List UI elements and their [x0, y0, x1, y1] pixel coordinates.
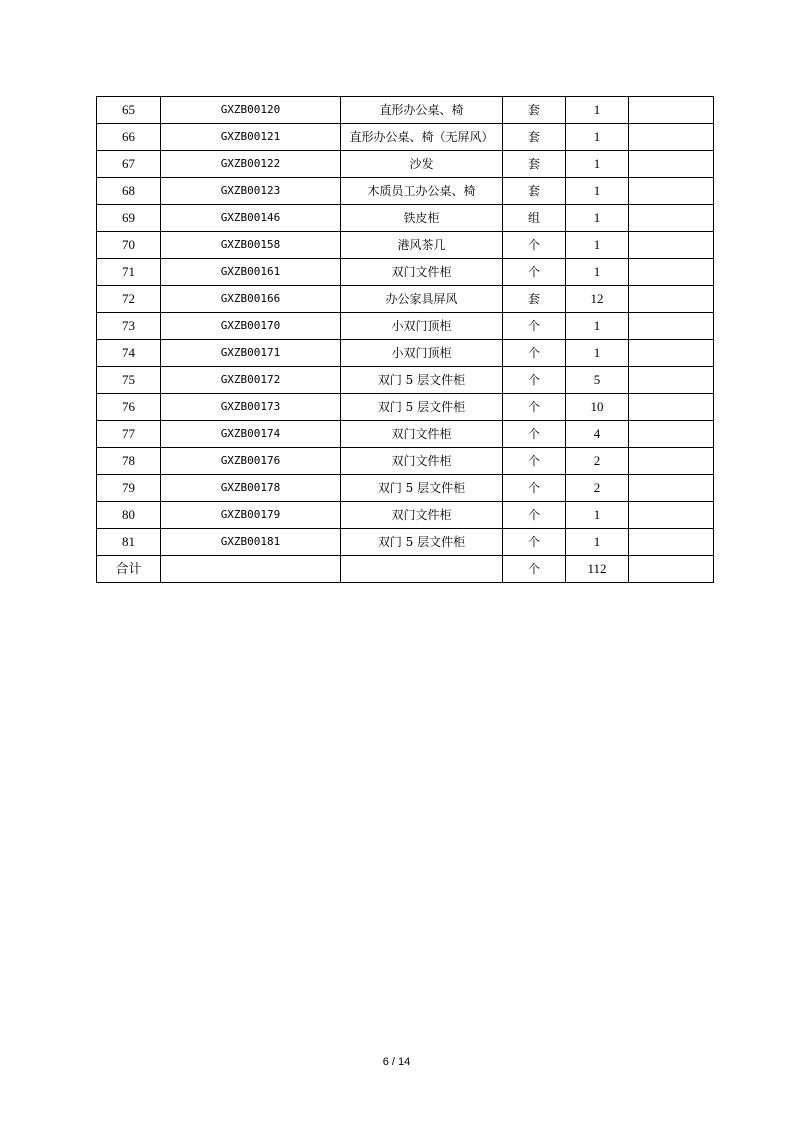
note-cell: [629, 286, 714, 313]
item-code-cell: GXZB00123: [161, 178, 341, 205]
table-row: [97, 205, 714, 232]
item-name-cell: 港风茶几: [341, 232, 503, 259]
quantity-cell: 1: [566, 259, 629, 286]
row-number-cell: 68: [97, 178, 161, 205]
table-body: [97, 97, 714, 556]
unit-cell: 个: [503, 394, 566, 421]
item-code-cell: GXZB00166: [161, 286, 341, 313]
unit-cell: 个: [503, 259, 566, 286]
table-row: [97, 286, 714, 313]
unit-cell: 个: [503, 448, 566, 475]
item-code-cell: GXZB00161: [161, 259, 341, 286]
row-number-cell: 71: [97, 259, 161, 286]
row-number-cell: 73: [97, 313, 161, 340]
unit-cell: 个: [503, 502, 566, 529]
note-cell: [629, 421, 714, 448]
total-qty-cell: 112: [566, 556, 629, 583]
row-number-cell: 69: [97, 205, 161, 232]
table-row: [97, 178, 714, 205]
item-code-cell: GXZB00178: [161, 475, 341, 502]
unit-cell: 套: [503, 97, 566, 124]
item-name-cell: 办公家具屏风: [341, 286, 503, 313]
quantity-cell: 10: [566, 394, 629, 421]
row-number-cell: 70: [97, 232, 161, 259]
row-number-cell: 76: [97, 394, 161, 421]
item-code-cell: GXZB00181: [161, 529, 341, 556]
unit-cell: 个: [503, 529, 566, 556]
unit-cell: 组: [503, 205, 566, 232]
unit-cell: 套: [503, 124, 566, 151]
table-row: [97, 340, 714, 367]
quantity-cell: 1: [566, 313, 629, 340]
table-row: [97, 367, 714, 394]
item-name-cell: 小双门顶柜: [341, 313, 503, 340]
note-cell: [629, 205, 714, 232]
unit-cell: 套: [503, 178, 566, 205]
table-row: [97, 124, 714, 151]
item-name-cell: 直形办公桌、椅: [341, 97, 503, 124]
unit-cell: 个: [503, 232, 566, 259]
item-code-cell: GXZB00170: [161, 313, 341, 340]
note-cell: [629, 448, 714, 475]
quantity-cell: 1: [566, 151, 629, 178]
quantity-cell: 1: [566, 502, 629, 529]
note-cell: [629, 151, 714, 178]
item-name-cell: 双门文件柜: [341, 421, 503, 448]
row-number-cell: 78: [97, 448, 161, 475]
table-row: [97, 151, 714, 178]
item-code-cell: GXZB00122: [161, 151, 341, 178]
row-number-cell: 67: [97, 151, 161, 178]
item-code-cell: GXZB00176: [161, 448, 341, 475]
table-row: [97, 448, 714, 475]
item-code-cell: GXZB00172: [161, 367, 341, 394]
total-note-cell: [629, 556, 714, 583]
row-number-cell: 75: [97, 367, 161, 394]
item-name-cell: 双门文件柜: [341, 448, 503, 475]
table-row: [97, 97, 714, 124]
table-row: [97, 313, 714, 340]
note-cell: [629, 97, 714, 124]
table-row: [97, 475, 714, 502]
quantity-cell: 2: [566, 448, 629, 475]
item-name-cell: 直形办公桌、椅（无屏风）: [341, 124, 503, 151]
quantity-cell: 2: [566, 475, 629, 502]
item-name-cell: 木质员工办公桌、椅: [341, 178, 503, 205]
quantity-cell: 12: [566, 286, 629, 313]
unit-cell: 套: [503, 286, 566, 313]
item-code-cell: GXZB00158: [161, 232, 341, 259]
item-name-cell: 双门文件柜: [341, 259, 503, 286]
row-number-cell: 81: [97, 529, 161, 556]
row-number-cell: 72: [97, 286, 161, 313]
total-code-cell: [161, 556, 341, 583]
note-cell: [629, 529, 714, 556]
unit-cell: 个: [503, 421, 566, 448]
note-cell: [629, 124, 714, 151]
item-name-cell: 双门 5 层文件柜: [341, 394, 503, 421]
quantity-cell: 4: [566, 421, 629, 448]
note-cell: [629, 313, 714, 340]
item-name-cell: 双门 5 层文件柜: [341, 529, 503, 556]
item-code-cell: GXZB00179: [161, 502, 341, 529]
table-row: [97, 259, 714, 286]
quantity-cell: 1: [566, 124, 629, 151]
quantity-cell: 1: [566, 97, 629, 124]
page-number: 6 / 14: [382, 1056, 411, 1068]
note-cell: [629, 367, 714, 394]
total-label: 合计: [97, 556, 161, 583]
note-cell: [629, 475, 714, 502]
item-code-cell: GXZB00174: [161, 421, 341, 448]
row-number-cell: 80: [97, 502, 161, 529]
row-number-cell: 74: [97, 340, 161, 367]
total-row: [97, 556, 714, 583]
item-name-cell: 沙发: [341, 151, 503, 178]
total-name-cell: [341, 556, 503, 583]
row-number-cell: 65: [97, 97, 161, 124]
quantity-cell: 1: [566, 232, 629, 259]
unit-cell: 个: [503, 475, 566, 502]
note-cell: [629, 394, 714, 421]
table-row: [97, 529, 714, 556]
item-name-cell: 双门文件柜: [341, 502, 503, 529]
item-name-cell: 小双门顶柜: [341, 340, 503, 367]
asset-table: [96, 96, 714, 583]
unit-cell: 个: [503, 367, 566, 394]
quantity-cell: 1: [566, 178, 629, 205]
table-row: [97, 421, 714, 448]
table-row: [97, 394, 714, 421]
item-name-cell: 铁皮柜: [341, 205, 503, 232]
item-name-cell: 双门 5 层文件柜: [341, 367, 503, 394]
quantity-cell: 1: [566, 529, 629, 556]
row-number-cell: 77: [97, 421, 161, 448]
quantity-cell: 1: [566, 340, 629, 367]
note-cell: [629, 502, 714, 529]
quantity-cell: 1: [566, 205, 629, 232]
note-cell: [629, 340, 714, 367]
note-cell: [629, 259, 714, 286]
unit-cell: 个: [503, 313, 566, 340]
row-number-cell: 66: [97, 124, 161, 151]
table-row: [97, 232, 714, 259]
item-code-cell: GXZB00121: [161, 124, 341, 151]
unit-cell: 个: [503, 340, 566, 367]
table-row: [97, 502, 714, 529]
unit-cell: 套: [503, 151, 566, 178]
item-code-cell: GXZB00120: [161, 97, 341, 124]
item-code-cell: GXZB00146: [161, 205, 341, 232]
item-code-cell: GXZB00171: [161, 340, 341, 367]
item-code-cell: GXZB00173: [161, 394, 341, 421]
quantity-cell: 5: [566, 367, 629, 394]
note-cell: [629, 232, 714, 259]
note-cell: [629, 178, 714, 205]
row-number-cell: 79: [97, 475, 161, 502]
total-unit-cell: 个: [503, 556, 566, 583]
item-name-cell: 双门 5 层文件柜: [341, 475, 503, 502]
